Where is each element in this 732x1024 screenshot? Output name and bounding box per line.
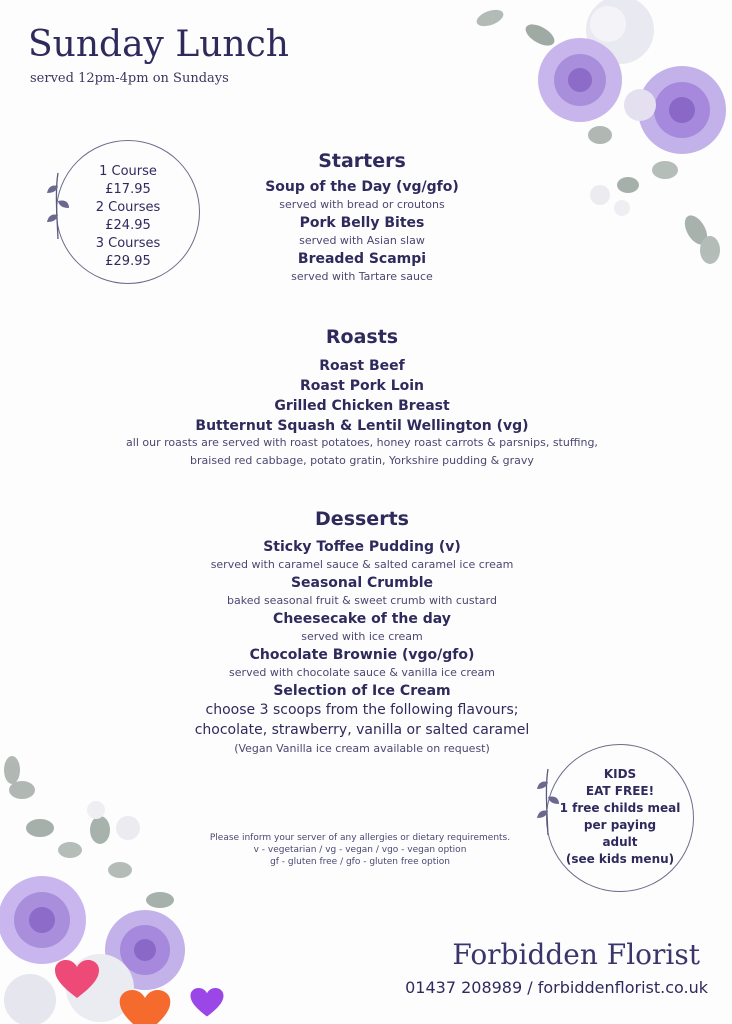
menu-item-desc: choose 3 scoops from the following flavours;: [205, 702, 519, 718]
heart-icon: [190, 988, 224, 1018]
dietary-key: v - vegetarian / vg - vegan / vgo - vegan option: [253, 845, 467, 855]
contact-info: 01437 208989 / forbiddenflorist.co.uk: [405, 978, 708, 997]
price-line: £29.95: [105, 254, 151, 269]
roasts-note: [20, 434, 704, 470]
kids-line: EAT FREE!: [585, 784, 655, 798]
menu-item-desc: served with chocolate sauce & vanilla ice cream: [229, 666, 495, 679]
menu-item: Seasonal Crumble: [290, 575, 434, 591]
floral-decoration-bottom-left: [0, 750, 250, 1024]
dietary-key: gf - gluten free / gfo - gluten free option: [270, 857, 450, 867]
menu-item-desc: served with ice cream: [301, 630, 423, 643]
section-heading: Desserts: [315, 508, 409, 530]
menu-item: Cheesecake of the day: [273, 611, 451, 627]
menu-item: Butternut Squash & Lentil Wellington (vg): [195, 418, 529, 434]
price-line: £24.95: [105, 218, 151, 233]
menu-item-desc: served with caramel sauce & salted caramel ice cream: [210, 558, 514, 571]
menu-item-desc: baked seasonal fruit & sweet crumb with custard: [227, 594, 497, 607]
price-line: 1 Course: [99, 164, 157, 179]
menu-item: Pork Belly Bites: [299, 215, 425, 231]
page-subtitle: served 12pm-4pm on Sundays: [30, 71, 229, 86]
roasts-note-line: all our roasts are served with roast potatoes, honey roast carrots & parsnips, stuffing,: [126, 436, 598, 449]
menu-item: Sticky Toffee Pudding (v): [263, 539, 461, 555]
menu-item: Selection of Ice Cream: [273, 683, 451, 699]
sprig-icon: [535, 767, 561, 837]
price-line: £17.95: [105, 182, 151, 197]
section-heading: Starters: [318, 150, 406, 172]
price-line: 3 Courses: [95, 236, 161, 251]
menu-item: Breaded Scampi: [297, 251, 427, 267]
kids-line: (see kids menu): [565, 852, 675, 866]
menu-item: Roast Pork Loin: [299, 378, 425, 394]
menu-item-desc: served with bread or croutons: [279, 198, 445, 211]
desserts-section: [40, 508, 684, 758]
kids-line: 1 free childs meal: [559, 801, 681, 815]
menu-item: Roast Beef: [319, 358, 405, 374]
menu-item-desc: served with Asian slaw: [299, 234, 425, 247]
menu-item: Grilled Chicken Breast: [274, 398, 450, 414]
menu-item: Soup of the Day (vg/gfo): [265, 179, 459, 195]
menu-item-desc: chocolate, strawberry, vanilla or salted caramel: [194, 722, 530, 738]
kids-line: KIDS: [603, 767, 637, 781]
price-line: 2 Courses: [95, 200, 161, 215]
roasts-note-line: braised red cabbage, potato gratin, Yorkshire pudding & gravy: [190, 454, 534, 467]
kids-line: adult: [602, 835, 638, 849]
kids-eat-free-badge: [546, 744, 694, 892]
heart-icon: [116, 990, 174, 1024]
menu-item-desc: (Vegan Vanilla ice cream available on request): [234, 742, 490, 755]
menu-item: Chocolate Brownie (vgo/gfo): [249, 647, 475, 663]
dietary-note: [160, 832, 560, 868]
starters-section: [40, 150, 684, 286]
menu-item-desc: served with Tartare sauce: [291, 270, 433, 283]
page-title: Sunday Lunch: [28, 24, 289, 65]
allergy-note: Please inform your server of any allergies or dietary requirements.: [209, 833, 511, 843]
section-heading: Roasts: [325, 326, 399, 348]
kids-line: per paying: [583, 818, 657, 832]
brand-name: Forbidden Florist: [452, 938, 700, 971]
roasts-section: [40, 326, 684, 436]
heart-icon: [55, 960, 99, 1000]
